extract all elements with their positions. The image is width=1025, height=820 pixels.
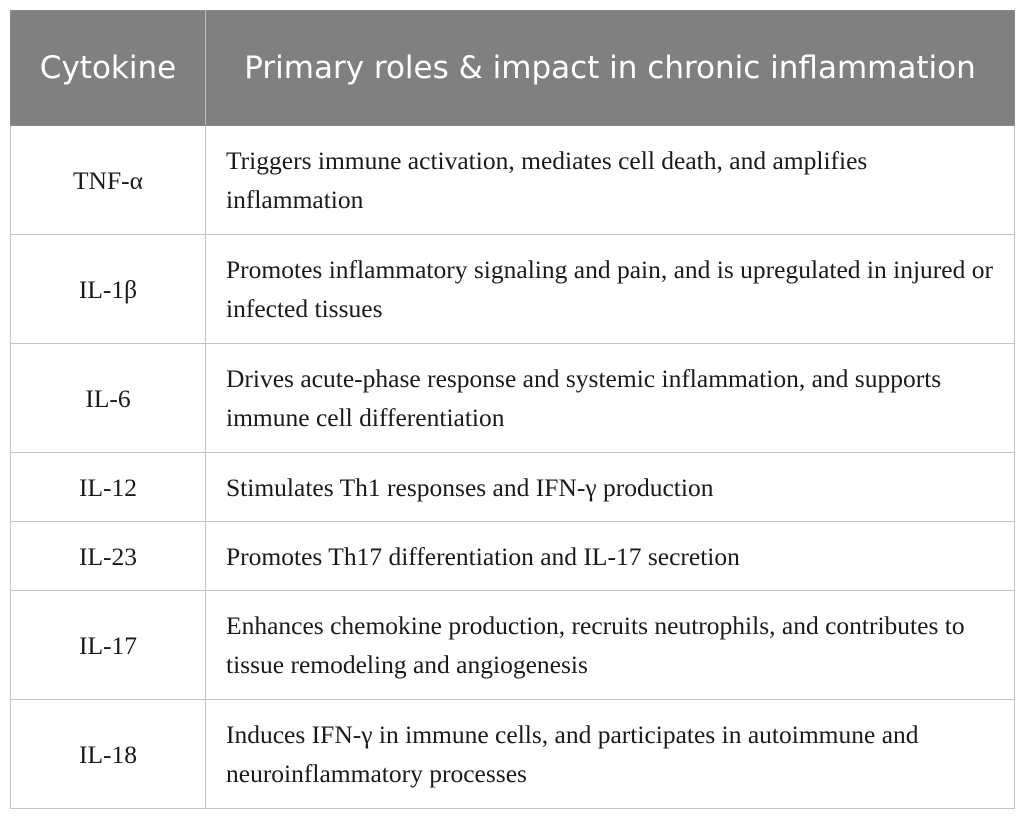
table-header xyxy=(11,11,1015,126)
cytokine-roles: Drives acute-phase response and systemic inflammation, and supports immune cell differentiation xyxy=(206,344,1015,453)
cytokine-name: IL-1β xyxy=(11,235,206,344)
header-cytokine: Cytokine xyxy=(11,11,206,126)
cytokine-name: IL-18 xyxy=(11,700,206,809)
cytokine-name: IL-17 xyxy=(11,591,206,700)
header-primary-roles: Primary roles & impact in chronic inflammation xyxy=(206,11,1015,126)
table-row xyxy=(11,522,1015,591)
cytokine-roles: Enhances chemokine production, recruits neutrophils, and contributes to tissue remodeling and angiogenesis xyxy=(206,591,1015,700)
table-row xyxy=(11,700,1015,809)
cytokine-table xyxy=(10,10,1015,809)
cytokine-roles: Promotes Th17 differentiation and IL-17 secretion xyxy=(206,522,1015,591)
cytokine-roles: Triggers immune activation, mediates cell death, and amplifies inflammation xyxy=(206,126,1015,235)
cytokine-name: IL-6 xyxy=(11,344,206,453)
cytokine-name: IL-12 xyxy=(11,453,206,522)
table-row xyxy=(11,344,1015,453)
table-row xyxy=(11,591,1015,700)
table-body xyxy=(11,126,1015,809)
cytokine-roles: Induces IFN-γ in immune cells, and participates in autoimmune and neuroinflammatory processes xyxy=(206,700,1015,809)
header-row xyxy=(11,11,1015,126)
cytokine-name: IL-23 xyxy=(11,522,206,591)
table-row xyxy=(11,126,1015,235)
table-row xyxy=(11,235,1015,344)
cytokine-roles: Promotes inflammatory signaling and pain, and is upregulated in injured or infected tissues xyxy=(206,235,1015,344)
cytokine-name: TNF-α xyxy=(11,126,206,235)
table-row xyxy=(11,453,1015,522)
cytokine-roles: Stimulates Th1 responses and IFN-γ production xyxy=(206,453,1015,522)
